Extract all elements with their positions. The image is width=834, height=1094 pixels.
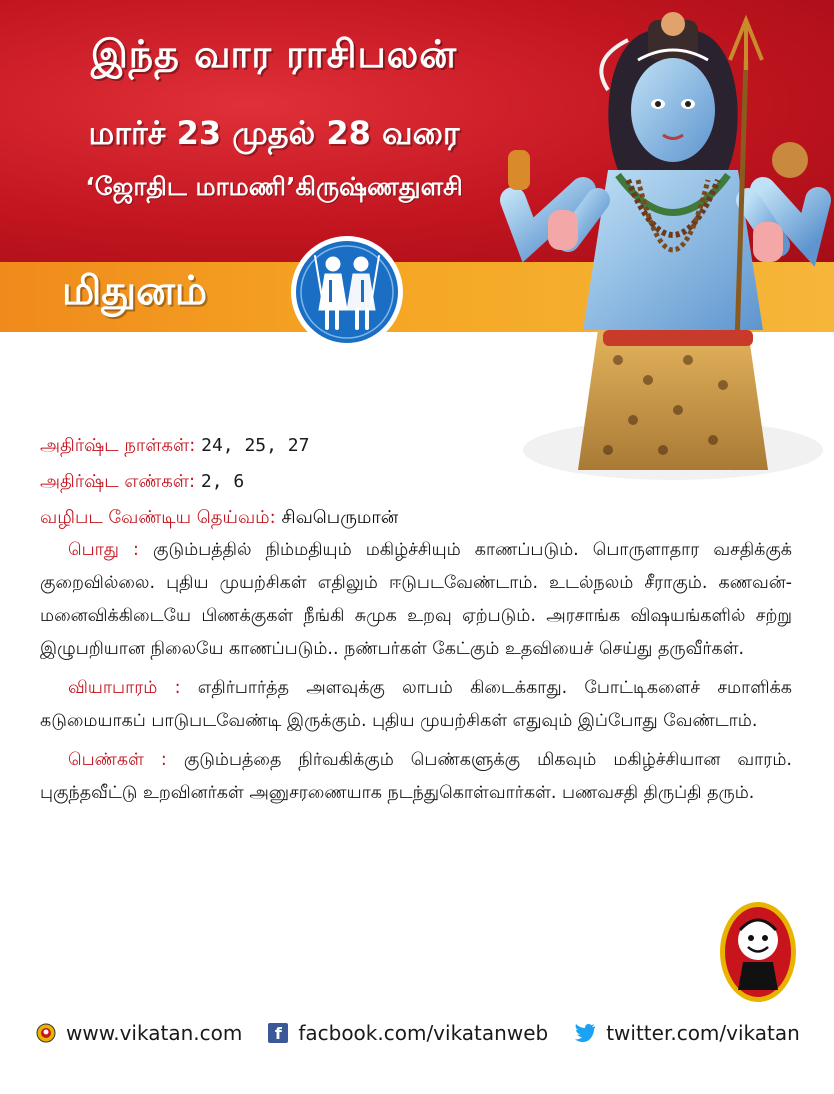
- globe-icon: [36, 1023, 56, 1043]
- deity-row: [40, 500, 398, 536]
- section-business-label: வியாபாரம் :: [68, 678, 181, 698]
- gemini-twins-icon: [289, 234, 405, 350]
- section-general: [40, 534, 792, 666]
- lucky-numbers-value: 2, 6: [200, 471, 245, 492]
- lucky-days-label: அதிர்ஷ்ட நாள்கள்:: [40, 435, 196, 456]
- section-women-text: குடும்பத்தை நிர்வகிக்கும் பெண்களுக்கு மிகவும் மகிழ்ச்சியான வாரம். புகுந்தவீட்டு உறவினர்கள் அனுசரணையாக நடந்துகொள்வார்கள். பணவசதி திருப்தி தரும்.: [40, 750, 792, 803]
- facebook-link[interactable]: facbook.com/vikatanweb: [298, 1021, 549, 1045]
- website-link[interactable]: www.vikatan.com: [66, 1021, 243, 1045]
- lucky-facts: [40, 428, 398, 536]
- section-general-label: பொது :: [68, 540, 139, 560]
- page-title: இந்த வார ராசிபலன்: [90, 32, 458, 76]
- facebook-icon: f: [268, 1023, 288, 1043]
- lucky-numbers-row: [40, 464, 398, 500]
- lucky-days-value: 24, 25, 27: [201, 435, 310, 456]
- section-business-text: எதிர்பார்த்த அளவுக்கு லாபம் கிடைக்காது. போட்டிகளைச் சமாளிக்க கடுமையாகப் பாடுபடவேண்டி இருக்கும். புதிய முயற்சிகள் எதுவும் இப்போது வேண்டாம்.: [40, 678, 792, 731]
- vikatan-mascot-logo: [718, 900, 798, 1004]
- section-business: [40, 672, 792, 738]
- lucky-days-row: [40, 428, 398, 464]
- deity-value: சிவபெருமான்: [281, 507, 399, 528]
- section-general-text: குடும்பத்தில் நிம்மதியும் மகிழ்ச்சியும் காணப்படும். பொருளாதார வசதிக்குக் குறைவில்லை. புதிய முயற்சிகள் எதிலும் ஈடுபடவேண்டாம். உடல்நலம் சீராகும். கணவன்-மனைவிக்கிடையே பிணக்குகள் நீங்கி சுமுக உறவு ஏற்படும். அரசாங்க விஷயங்களில் சற்று இழுபறியான நிலையே காணப்படும்.. நண்பர்கள் கேட்கும் உதவியைச் செய்து தருவீர்கள்.: [40, 540, 793, 659]
- deity-label: வழிபட வேண்டிய தெய்வம்:: [40, 507, 276, 528]
- footer: [36, 1018, 806, 1048]
- horoscope-body: [40, 534, 792, 816]
- section-women: [40, 744, 792, 810]
- date-range: மார்ச் 23 முதல் 28 வரை: [88, 114, 460, 152]
- deity-illustration: [488, 0, 834, 480]
- twitter-bird-icon: [574, 1023, 596, 1043]
- twitter-link[interactable]: twitter.com/vikatan: [606, 1021, 800, 1045]
- rasi-name: மிதுனம்: [62, 268, 208, 314]
- section-women-label: பெண்கள் :: [68, 750, 167, 770]
- author-name: ‘ஜோதிட மாமணி’கிருஷ்ணதுளசி: [85, 172, 463, 201]
- lucky-numbers-label: அதிர்ஷ்ட எண்கள்:: [40, 471, 196, 492]
